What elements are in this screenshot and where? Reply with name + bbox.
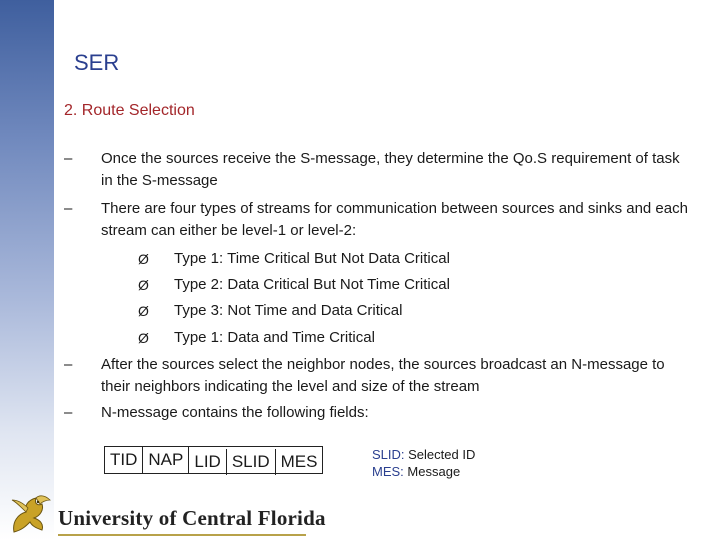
field-cell: SLID — [227, 449, 276, 475]
bullet-dash: – — [64, 404, 73, 421]
legend-value: Message — [407, 464, 461, 479]
arrow-bullet-icon: Ø — [138, 330, 149, 346]
bullet-dash: – — [64, 150, 73, 167]
bullet-text: Once the sources receive the S-message, they determine the Qo.S requirement of task in the S-message — [101, 150, 680, 189]
university-wordmark: University of Central Florida — [58, 506, 326, 530]
stream-type-text: Type 1: Time Critical But Not Data Critical — [174, 250, 450, 267]
legend-value: Selected ID — [408, 447, 476, 462]
bullet-dash: – — [64, 200, 73, 217]
pegasus-logo-icon — [8, 494, 54, 538]
legend-key: SLID: — [372, 447, 405, 462]
field-cell: TID — [105, 447, 143, 473]
stream-type-text: Type 2: Data Critical But Not Time Critical — [174, 276, 450, 293]
arrow-bullet-icon: Ø — [138, 251, 149, 267]
arrow-bullet-icon: Ø — [138, 277, 149, 293]
slide-title: SER — [74, 50, 120, 75]
slide-subtitle: 2. Route Selection — [64, 102, 195, 119]
left-decorative-band — [0, 0, 54, 540]
bullet-text: After the sources select the neighbor nodes, the sources broadcast an N-message to their neighbors indicating the level and size of the stream — [101, 356, 665, 395]
legend-key: MES: — [372, 464, 404, 479]
field-cell: LID — [189, 449, 226, 475]
arrow-bullet-icon: Ø — [138, 303, 149, 319]
field-cell: MES — [280, 452, 318, 471]
stream-type-text: Type 3: Not Time and Data Critical — [174, 302, 403, 319]
bullet-text: There are four types of streams for communication between sources and sinks and each stream can either be level-1 or level-2: — [101, 200, 688, 239]
footer-divider — [58, 534, 306, 536]
legend-entry — [372, 463, 475, 480]
field-cell: NAP — [143, 447, 189, 473]
legend-entry — [372, 446, 475, 463]
bullet-dash: – — [64, 356, 73, 373]
field-legend — [372, 446, 475, 480]
n-message-fields-table — [104, 446, 323, 474]
stream-type-text: Type 1: Data and Time Critical — [174, 329, 375, 346]
bullet-text: N-message contains the following fields: — [101, 404, 369, 421]
